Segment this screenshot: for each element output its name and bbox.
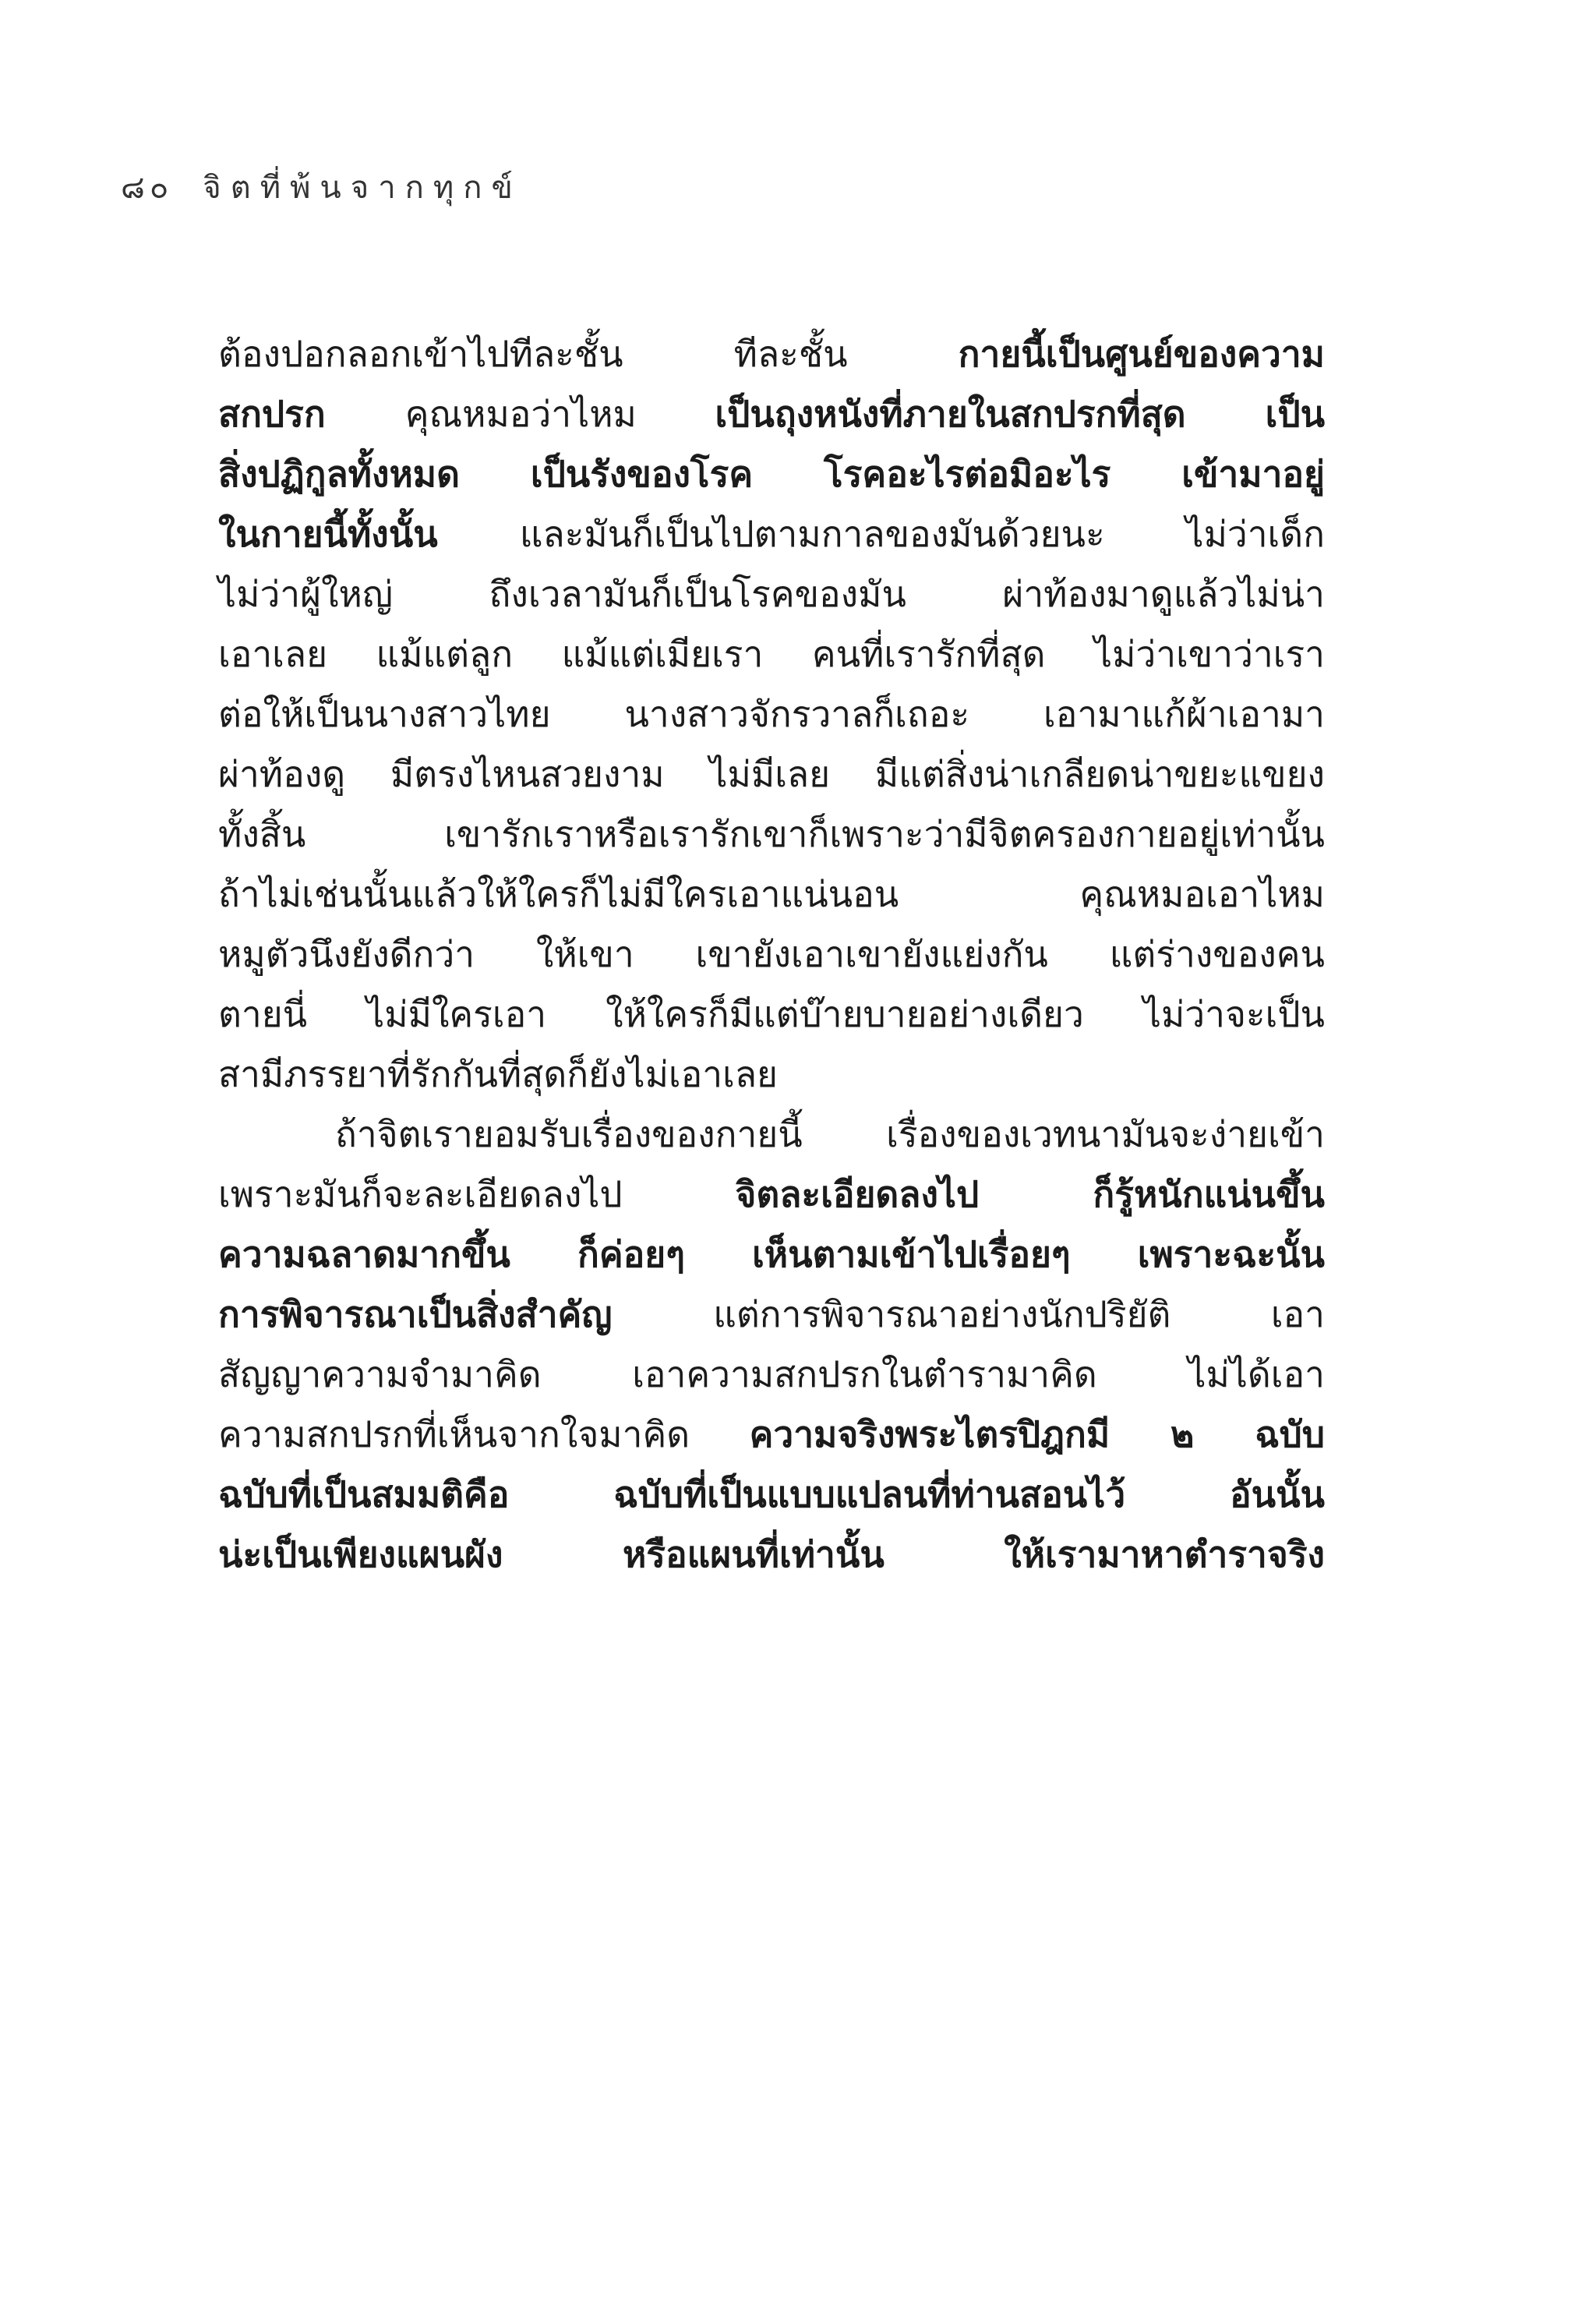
bold-text-segment: การพิจารณาเป็นสิ่งสำคัญ: [218, 1293, 714, 1335]
bold-text-segment: ความจริงพระไตรปิฎกมี ๒ ฉบับ: [749, 1413, 1325, 1455]
text-segment: หมูตัวนึงยังดีกว่า ให้เขา เขายังเอาเขายังแย่งกัน แต่ร่างของคน: [218, 933, 1325, 975]
text-segment: ความสกปรกที่เห็นจากใจมาคิด: [218, 1413, 750, 1455]
running-header: [121, 162, 522, 212]
text-line: [218, 1225, 1325, 1285]
text-line: [218, 624, 1325, 684]
text-segment: ทั้งสิ้น เขารักเราหรือเรารักเขาก็เพราะว่ามีจิตครองกายอยู่เท่านั้น: [218, 813, 1325, 855]
text-segment: สัญญาความจำมาคิด เอาความสกปรกในตำรามาคิด ไม่ได้เอา: [218, 1353, 1325, 1395]
text-line: [218, 804, 1325, 864]
text-line: [218, 504, 1325, 564]
text-line: [218, 684, 1325, 744]
text-segment: ถ้าไม่เช่นนั้นแล้วให้ใครก็ไม่มีใครเอาแน่นอน คุณหมอเอาไหม: [218, 873, 1325, 915]
text-line: [218, 384, 1325, 444]
text-segment: ต้องปอกลอกเข้าไปทีละชั้น ทีละชั้น: [218, 333, 959, 375]
bold-text-segment: ความฉลาดมากขึ้น ก็ค่อยๆ เห็นตามเข้าไปเรื่อยๆ เพราะฉะนั้น: [218, 1233, 1325, 1275]
running-title: จิตที่พ้นจากทุกข์: [203, 170, 522, 206]
text-line: [218, 924, 1325, 985]
bold-text-segment: เป็นถุงหนังที่ภายในสกปรกที่สุด เป็น: [715, 393, 1326, 435]
text-segment: เอาเลย แม้แต่ลูก แม้แต่เมียเรา คนที่เรารักที่สุด ไม่ว่าเขาว่าเรา: [218, 633, 1325, 675]
text-line: [218, 324, 1325, 384]
text-line: [218, 1105, 1325, 1165]
text-line: [218, 1465, 1325, 1525]
text-segment: ไม่ว่าผู้ใหญ่ ถึงเวลามันก็เป็นโรคของมัน ผ่าท้องมาดูแล้วไม่น่า: [218, 573, 1325, 615]
text-segment: คุณหมอว่าไหม: [404, 393, 715, 435]
bold-text-segment: กายนี้เป็นศูนย์ของความ: [958, 333, 1325, 375]
text-segment: สามีภรรยาที่รักกันที่สุดก็ยังไม่เอาเลย: [218, 1053, 778, 1095]
bold-text-segment: สิ่งปฏิกูลทั้งหมด เป็นรังของโรค โรคอะไรต่อมิอะไร เข้ามาอยู่: [218, 453, 1325, 495]
text-line: [218, 1165, 1325, 1225]
text-line: [218, 985, 1325, 1045]
bold-text-segment: น่ะเป็นเพียงแผนผัง หรือแผนที่เท่านั้น ให้เรามาหาตำราจริง: [218, 1533, 1325, 1575]
text-line: [218, 564, 1325, 624]
text-segment: และมันก็เป็นไปตามกาลของมันด้วยนะ ไม่ว่าเด็ก: [519, 513, 1325, 555]
text-line: [218, 444, 1325, 504]
text-line: [218, 1285, 1325, 1345]
text-segment: ผ่าท้องดู มีตรงไหนสวยงาม ไม่มีเลย มีแต่สิ่งน่าเกลียดน่าขยะแขยง: [218, 753, 1325, 795]
text-segment: ตายนี่ ไม่มีใครเอา ให้ใครก็มีแต่บ๊ายบายอย่างเดียว ไม่ว่าจะเป็น: [218, 993, 1325, 1035]
bold-text-segment: จิตละเอียดลงไป ก็รู้หนักแน่นขึ้น: [735, 1173, 1325, 1215]
page-number: ๘๐: [121, 170, 174, 206]
bold-text-segment: ในกายนี้ทั้งนั้น: [218, 513, 520, 555]
text-segment: ถ้าจิตเรายอมรับเรื่องของกายนี้ เรื่องของเวทนามันจะง่ายเข้า: [335, 1113, 1325, 1155]
bold-text-segment: สกปรก: [218, 393, 405, 435]
text-segment: ต่อให้เป็นนางสาวไทย นางสาวจักรวาลก็เถอะ เอามาแก้ผ้าเอามา: [218, 693, 1325, 735]
text-line: [218, 744, 1325, 804]
text-line: [218, 1345, 1325, 1405]
bold-text-segment: ฉบับที่เป็นสมมติคือ ฉบับที่เป็นแบบแปลนที่ท่านสอนไว้ อันนั้น: [218, 1473, 1325, 1515]
text-line: [218, 1525, 1325, 1585]
text-segment: เพราะมันก็จะละเอียดลงไป: [218, 1173, 736, 1215]
text-segment: แต่การพิจารณาอย่างนักปริยัติ เอา: [713, 1293, 1325, 1335]
text-line: [218, 864, 1325, 924]
body-text: [218, 324, 1325, 1585]
text-line: [218, 1405, 1325, 1465]
text-line: [218, 1045, 1325, 1105]
